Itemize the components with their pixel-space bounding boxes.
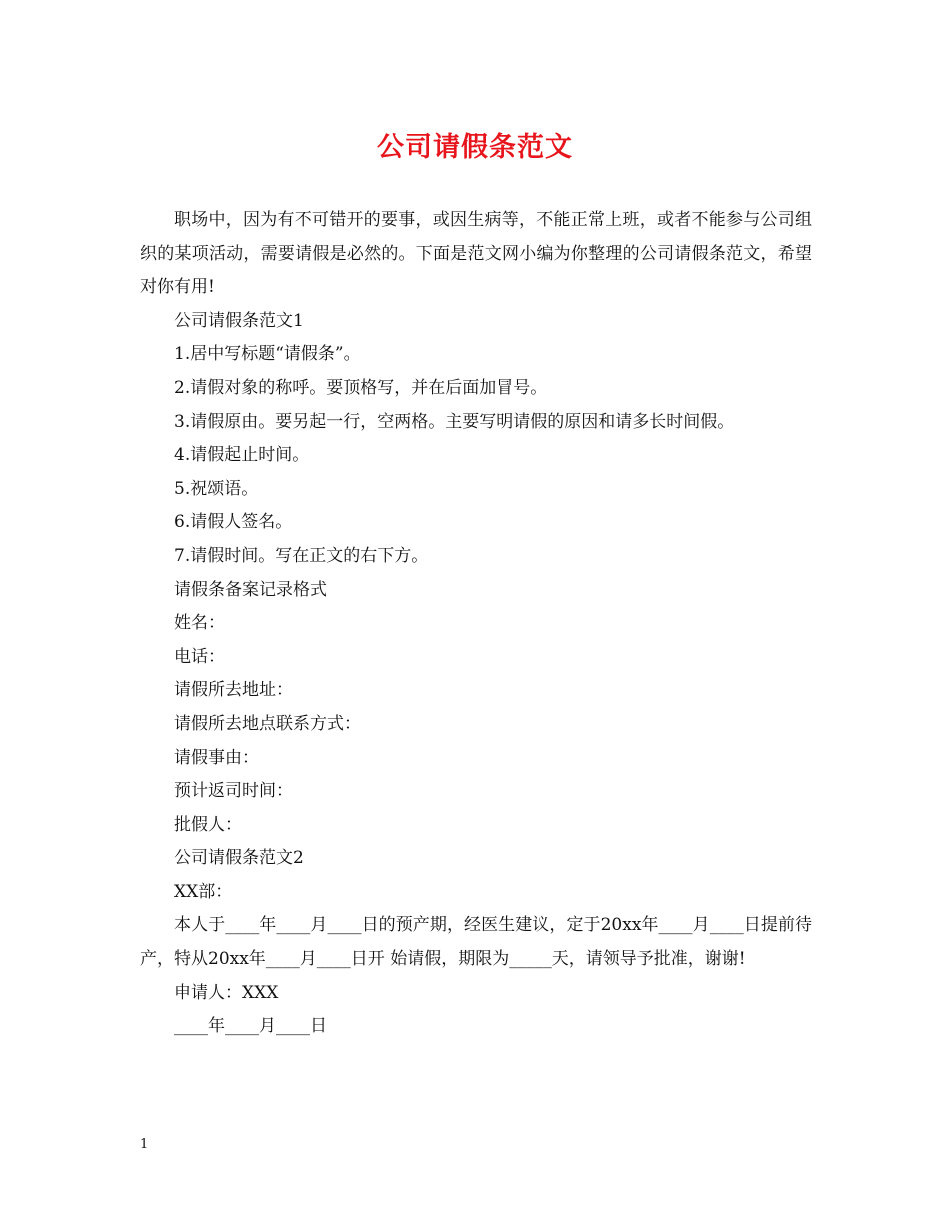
letter-body: 本人于____年____月____日的预产期，经医生建议，定于20xx年____月____日提前待产，特从20xx年____月____日开 始请假，期限为_____天，请领导予批准，谢谢! — [140, 915, 812, 970]
intro-paragraph: 职场中，因为有不可错开的要事，或因生病等，不能正常上班，或者不能参与公司组织的某项活动，需要请假是必然的。下面是范文网小编为你整理的公司请假条范文，希望对你有用! — [140, 210, 812, 298]
list-item: 7.请假时间。写在正文的右下方。 — [174, 545, 429, 566]
form-line-reason: 请假事由： — [174, 747, 259, 768]
section-heading-record-format: 请假条备案记录格式 — [174, 579, 327, 600]
applicant-line: 申请人：XXX — [174, 982, 279, 1003]
form-line-contact: 请假所去地点联系方式： — [174, 713, 361, 734]
salutation: XX部： — [174, 881, 233, 902]
form-line-phone: 电话： — [174, 646, 225, 667]
form-line-name: 姓名： — [174, 613, 225, 634]
section-heading-sample-2: 公司请假条范文2 — [174, 848, 304, 869]
list-item: 1.居中写标题“请假条”。 — [174, 344, 361, 365]
section-heading-sample-1: 公司请假条范文1 — [174, 310, 304, 331]
form-line-return-time: 预计返司时间： — [174, 781, 293, 802]
list-item: 2.请假对象的称呼。要顶格写，并在后面加冒号。 — [174, 377, 548, 398]
date-line: ____年____月____日 — [174, 1016, 327, 1037]
form-line-address: 请假所去地址： — [174, 680, 293, 701]
form-line-approver: 批假人： — [174, 814, 242, 835]
list-item: 6.请假人签名。 — [174, 512, 293, 533]
document-title: 公司请假条范文 — [377, 132, 573, 163]
list-item: 3.请假原由。要另起一行，空两格。主要写明请假的原因和请多长时间假。 — [174, 411, 735, 432]
page-number: 1 — [140, 1137, 149, 1152]
document-body — [140, 204, 812, 1044]
list-item: 4.请假起止时间。 — [174, 445, 310, 466]
list-item: 5.祝颂语。 — [174, 478, 259, 499]
